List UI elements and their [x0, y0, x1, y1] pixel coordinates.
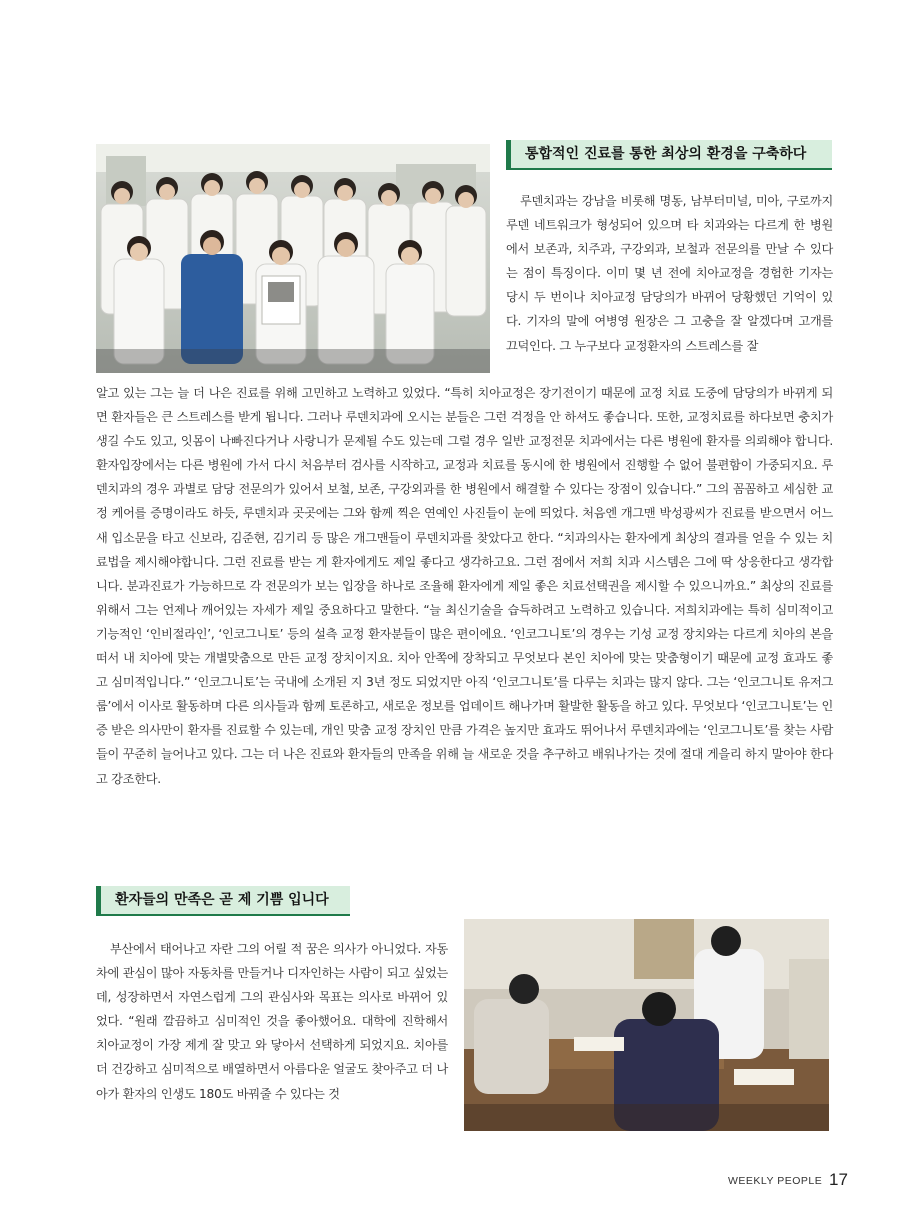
section-heading-integrated-care: 통합적인 진료를 통한 최상의 환경을 구축하다	[506, 140, 832, 170]
magazine-name: WEEKLY PEOPLE	[728, 1175, 823, 1187]
page-number: 17	[829, 1170, 848, 1189]
section1-side-paragraph: 루덴치과는 강남을 비롯해 명동, 남부터미널, 미아, 구로까지 루덴 네트워크가 형성되어 있으며 타 치과와는 다르게 한 병원에서 보존과, 치주과, 구강외과, 보철과 전문의를 만날 수 있다는 점이 특징이다. 이미 몇 년 전에 치아교정을 경험한 기자는 당시 두 번이나 치아교정 담당의가 바뀌어 당황했던 기억이 있다. 기자의 말에 여병영 원장은 그 고충을 잘 알겠다며 고개를 끄덕인다. 그 누구보다 교정환자의 스트레스를 잘	[506, 194, 833, 353]
study-session-photo	[464, 919, 829, 1131]
section1-main-paragraph: 알고 있는 그는 늘 더 나은 진료를 위해 고민하고 노력하고 있었다. “특히 치아교정은 장기전이기 때문에 교정 치료 도중에 담당의가 바뀌게 되면 환자들은 큰 스트레스를 받게 됩니다. 그러나 루덴치과에 오시는 분들은 그런 걱정을 안 하셔도 좋습니다. 또한, 교정치료를 하다보면 충치가 생길 수도 있고, 잇몸이 나빠진다거나 사랑니가 문제될 수도 있는데 그럴 경우 일반 교정전문 치과에서는 다른 병원에 환자를 의뢰해야 합니다. 환자입장에서는 다른 병원에 가서 다시 처음부터 검사를 시작하고, 교정과 치료를 동시에 한 병원에서 진행할 수 없어 불편함이 가중되지요. 루덴치과의 경우 과별로 담당 전문의가 있어서 보철, 보존, 구강외과를 한 병원에서 해결할 수 있다는 장점이 있습니다.” 그의 꼼꼼하고 세심한 교정 케어를 증명이라도 하듯, 루덴치과 곳곳에는 그와 함께 찍은 연예인 사진들이 눈에 띄었다. 처음엔 개그맨 박성광씨가 진료를 받으면서 어느새 입소문을 타고 신보라, 김준현, 김기리 등 많은 개그맨들이 루덴치과를 찾았다고 한다. “치과의사는 환자에게 최상의 결과를 얻을 수 있는 치료법을 제시해야합니다. 그런 진료를 받는 게 환자에게도 제일 좋다고 생각하고요. 그런 점에서 저희 치과 시스템은 그에 딱 상응한다고 생각합니다. 분과진료가 가능하므로 각 전문의가 보는 입장을 하나로 조율해 환자에게 제일 좋은 치료선택권을 제시할 수 있으니까요.” 최상의 진료를 위해서 그는 언제나 깨어있는 자세가 제일 중요하다고 말한다. “늘 최신기술을 습득하려고 노력하고 있습니다. 저희치과에는 특히 심미적이고 기능적인 ‘인비절라인’, ‘인코그니토’ 등의 설측 교정 환자분들이 많은 편이에요. ‘인코그니토’의 경우는 기성 교정 장치와는 다르게 치아의 본을 떠서 내 치아에 맞는 개별맞춤으로 만든 교정 장치이지요. 치아 안쪽에 장착되고 무엇보다 본인 치아에 맞는 맞춤형이기 때문에 교정 효과도 좋고 심미적입니다.” ‘인코그니토’는 국내에 소개된 지 3년 정도 되었지만 아직 ‘인코그니토’를 다루는 치과는 많지 않다. 그는 ‘인코그니토 유저그룹’에서 이사로 활동하며 다른 의사들과 함께 토론하고, 새로운 정보를 업데이트 해나가며 활발한 활동을 하고 있다. 무엇보다 ‘인코그니토’는 인증 받은 의사만이 환자를 진료할 수 있는데, 개인 맞춤 교정 장치인 만큼 가격은 높지만 효과도 뛰어나서 루덴치과에는 ‘인코그니토’를 찾는 사람들이 꾸준히 늘어나고 있다. 그는 더 나은 진료와 환자들의 만족을 위해 늘 새로운 것을 추구하고 배워나가는 것에 절대 게을리 하지 말아야 한다고 강조한다.	[96, 386, 833, 786]
section2-paragraph: 부산에서 태어나고 자란 그의 어릴 적 꿈은 의사가 아니었다. 자동차에 관심이 많아 자동차를 만들거나 디자인하는 사람이 되고 싶었는데, 성장하면서 자연스럽게 그의 관심사와 목표는 의사로 바뀌어 있었다. “원래 깔끔하고 심미적인 것을 좋아했어요. 대학에 진학해서 치아교정이 가장 제게 잘 맞고 와 닿아서 선택하게 되었지요. 치아를 더 건강하고 심미적으로 배열하면서 아름다운 얼굴도 찾아주고 더 나아가 환자의 인생도 180도 바꿔줄 수 있다는 것	[96, 942, 448, 1101]
section-heading-patient-satisfaction: 환자들의 만족은 곧 제 기쁨 입니다	[96, 886, 350, 916]
staff-group-photo	[96, 144, 490, 373]
